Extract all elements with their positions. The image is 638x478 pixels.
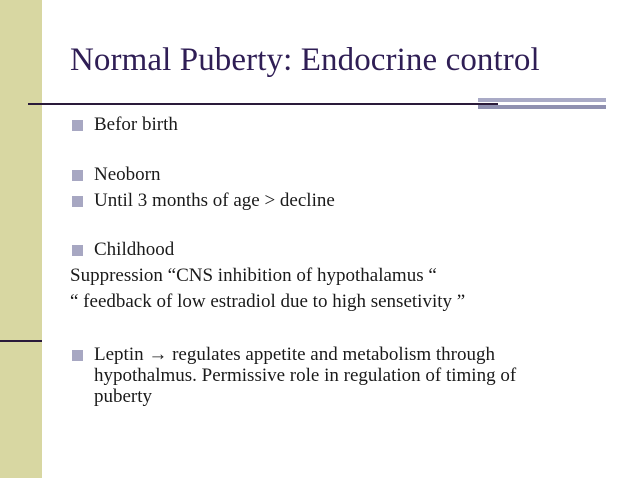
- bullet-marker-icon: [72, 170, 83, 181]
- left-bar-divider: [0, 340, 42, 342]
- text-feedback: “ feedback of low estradiol due to high sensetivity ”: [70, 291, 466, 312]
- bullet-text-befor-birth: Befor birth: [94, 114, 178, 135]
- title-underline-accent: [478, 98, 606, 109]
- bullet-text-neoborn: Neoborn: [94, 164, 161, 185]
- bullet-text-leptin-line-1: Leptin → regulates appetite and metabolism through: [94, 344, 496, 365]
- slide-title: Normal Puberty: Endocrine control: [70, 42, 540, 78]
- bullet-marker-icon: [72, 120, 83, 131]
- bullet-text-leptin-line-2: hypothalmus. Permissive role in regulation of timing of: [94, 365, 517, 386]
- bullet-text-childhood: Childhood: [94, 239, 175, 260]
- title-underline: [28, 103, 498, 105]
- bullet-marker-icon: [72, 350, 83, 361]
- bullet-marker-icon: [72, 196, 83, 207]
- bullet-marker-icon: [72, 245, 83, 256]
- text-suppression: Suppression “CNS inhibition of hypothalamus “: [70, 265, 437, 286]
- bullet-text-until-3-months: Until 3 months of age > decline: [94, 190, 335, 211]
- bullet-text-leptin-line-3: puberty: [94, 386, 153, 407]
- left-accent-bar: [0, 0, 42, 478]
